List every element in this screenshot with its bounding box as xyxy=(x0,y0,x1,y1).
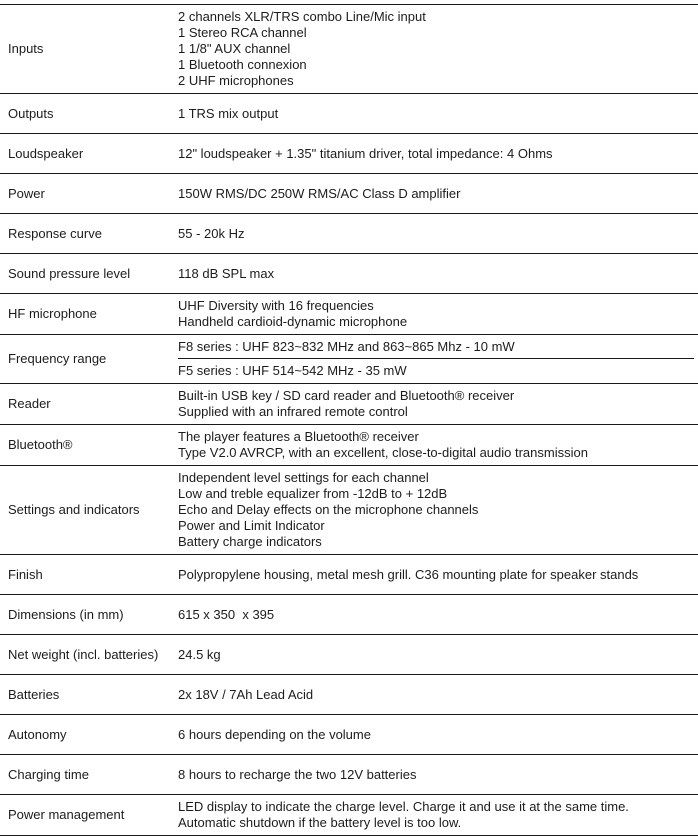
spec-label: Reader xyxy=(8,396,51,411)
spec-value xyxy=(171,799,698,831)
spec-value-line: 118 dB SPL max xyxy=(178,265,275,281)
spec-value-line: 1 TRS mix output xyxy=(178,105,279,121)
spec-value xyxy=(171,647,698,663)
spec-value-line: LED display to indicate the charge level. Charge it and use it at the same time. xyxy=(178,799,629,814)
spec-value-line: 55 - 20k Hz xyxy=(178,225,245,241)
spec-value xyxy=(171,226,698,242)
spec-row-response-curve xyxy=(0,213,698,253)
spec-value-line: 1 Stereo RCA channel xyxy=(178,25,307,40)
spec-value-line: 150W RMS/DC 250W RMS/AC Class D amplifier xyxy=(178,185,461,201)
spec-row-outputs xyxy=(0,93,698,133)
spec-value-line: 2x 18V / 7Ah Lead Acid xyxy=(178,686,314,702)
spec-label: Bluetooth® xyxy=(8,437,73,452)
spec-row-reader xyxy=(0,383,698,424)
spec-value xyxy=(171,388,698,420)
spec-value-line: 2 channels XLR/TRS combo Line/Mic input xyxy=(178,9,426,24)
spec-value-line: The player features a Bluetooth® receiver xyxy=(178,429,419,444)
spec-label: Inputs xyxy=(8,41,44,56)
spec-label: Loudspeaker xyxy=(8,145,84,161)
spec-row-net-weight xyxy=(0,634,698,674)
spec-label: HF microphone xyxy=(8,306,97,321)
spec-value xyxy=(171,298,698,330)
spec-row-autonomy xyxy=(0,714,698,754)
spec-value-line: 24.5 kg xyxy=(178,646,221,662)
spec-value-line: 1 1/8" AUX channel xyxy=(178,41,291,56)
spec-value-line: Polypropylene housing, metal mesh grill. C36 mounting plate for speaker stands xyxy=(178,566,639,582)
spec-row-batteries xyxy=(0,674,698,714)
spec-value-line: Low and treble equalizer from -12dB to + 12dB xyxy=(178,486,448,501)
spec-value-line: F5 series : UHF 514~542 MHz - 35 mW xyxy=(178,358,694,379)
spec-value xyxy=(171,339,698,379)
spec-value-line: 6 hours depending on the volume xyxy=(178,726,371,742)
spec-label: Autonomy xyxy=(8,726,67,742)
spec-label: Dimensions (in mm) xyxy=(8,606,124,622)
spec-value-line: Built-in USB key / SD card reader and Bluetooth® receiver xyxy=(178,388,515,403)
spec-value xyxy=(171,146,698,162)
spec-row-finish xyxy=(0,554,698,594)
spec-value xyxy=(171,106,698,122)
spec-row-hf-microphone xyxy=(0,293,698,334)
spec-value xyxy=(171,470,698,550)
spec-label: Finish xyxy=(8,566,43,582)
spec-row-power-management xyxy=(0,794,698,835)
spec-value-line: 615 x 350 x 395 xyxy=(178,606,275,622)
spec-value-line: 2 UHF microphones xyxy=(178,73,294,88)
spec-value-line: UHF Diversity with 16 frequencies xyxy=(178,298,374,313)
spec-row-frequency-range xyxy=(0,334,698,383)
spec-value-line: Echo and Delay effects on the microphone channels xyxy=(178,502,479,517)
spec-row-loudspeaker xyxy=(0,133,698,173)
spec-row-sound-pressure-level xyxy=(0,253,698,293)
spec-value-line: F8 series : UHF 823~832 MHz and 863~865 Mhz - 10 mW xyxy=(178,339,515,354)
spec-label: Frequency range xyxy=(8,351,107,366)
spec-value xyxy=(171,727,698,743)
spec-value xyxy=(171,9,698,89)
spec-label: Net weight (incl. batteries) xyxy=(8,646,159,662)
spec-label: Charging time xyxy=(8,766,89,782)
spec-table xyxy=(0,4,698,836)
spec-row-power xyxy=(0,173,698,213)
spec-value xyxy=(171,266,698,282)
spec-row-inputs xyxy=(0,4,698,93)
spec-value-line: 8 hours to recharge the two 12V batteries xyxy=(178,766,417,782)
spec-value xyxy=(171,429,698,461)
spec-label: Power xyxy=(8,185,45,201)
spec-row-bluetooth xyxy=(0,424,698,465)
spec-value xyxy=(171,186,698,202)
spec-label: Response curve xyxy=(8,225,102,241)
spec-value-line: Type V2.0 AVRCP, with an excellent, close-to-digital audio transmission xyxy=(178,445,588,460)
spec-row-settings-indicators xyxy=(0,465,698,554)
spec-label: Sound pressure level xyxy=(8,265,131,281)
spec-value-line: Power and Limit Indicator xyxy=(178,518,325,533)
spec-label: Batteries xyxy=(8,686,60,702)
spec-value-line: 1 Bluetooth connexion xyxy=(178,57,307,72)
spec-label: Outputs xyxy=(8,105,54,121)
spec-value xyxy=(171,607,698,623)
spec-value-line: 12" loudspeaker + 1.35" titanium driver, total impedance: 4 Ohms xyxy=(178,145,553,161)
spec-label: Power management xyxy=(8,807,125,822)
spec-value-line: Battery charge indicators xyxy=(178,534,322,549)
spec-row-dimensions xyxy=(0,594,698,634)
spec-value-line: Supplied with an infrared remote control xyxy=(178,404,408,419)
spec-value xyxy=(171,687,698,703)
spec-value-line: Independent level settings for each channel xyxy=(178,470,429,485)
spec-row-charging-time xyxy=(0,754,698,794)
spec-value xyxy=(171,567,698,583)
spec-value-line: Handheld cardioid-dynamic microphone xyxy=(178,314,408,329)
spec-value-line: Automatic shutdown if the battery level is too low. xyxy=(178,815,462,830)
spec-value xyxy=(171,767,698,783)
spec-label: Settings and indicators xyxy=(8,502,140,517)
